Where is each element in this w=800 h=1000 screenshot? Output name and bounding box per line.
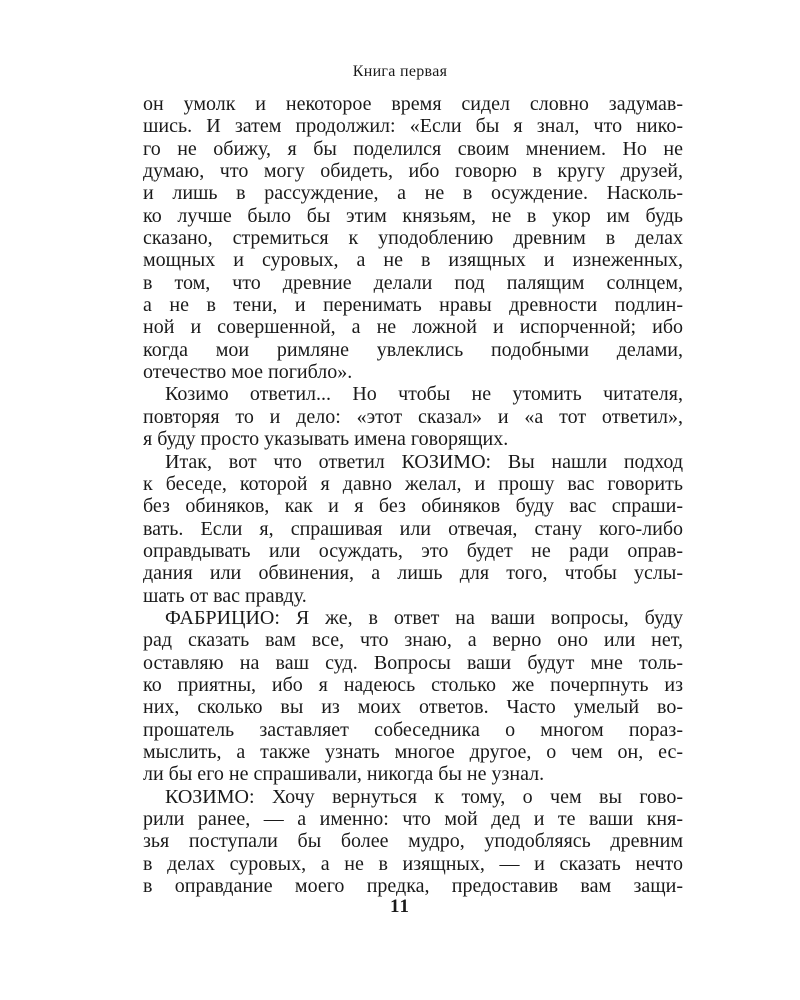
text-line: без обиняков, как и я без обиняков буду вас спраши- [143, 495, 683, 518]
paragraph [143, 607, 683, 786]
text-line: КОЗИМО: Хочу вернуться к тому, о чем вы гово- [165, 785, 683, 808]
paragraph [143, 786, 683, 898]
text-line: оставляю на ваш суд. Вопросы ваши будут мне толь- [143, 651, 683, 674]
text-line: ко лучше было бы этим князьям, не в укор им будь [143, 204, 683, 227]
paragraph [143, 451, 683, 607]
text-line: ко приятны, ибо я надеюсь столько же почерпнуть из [143, 673, 683, 696]
text-line: в делах суровых, а не в изящных, — и сказать нечто [143, 852, 683, 875]
text-line: оправдывать или осуждать, это будет не ради оправ- [143, 539, 683, 562]
text-line: Итак, вот что ответил КОЗИМО: Вы нашли подход [165, 450, 683, 473]
text-line: ли бы его не спрашивали, никогда бы не узнал. [143, 763, 545, 786]
text-line: сказано, стремиться к уподоблению древним в делах [143, 227, 683, 250]
text-line: ФАБРИЦИО: Я же, в ответ на ваши вопросы, буду [165, 606, 683, 629]
paragraph [143, 93, 683, 383]
text-line: в том, что древние делали под палящим солнцем, [143, 271, 683, 294]
text-line: вать. Если я, спрашивая или отвечая, стану кого-либо [143, 517, 683, 540]
text-line: мыслить, а также узнать многое другое, о чем он, ес- [143, 740, 683, 763]
text-line: в оправдание моего предка, предоставив вам защи- [143, 875, 683, 898]
text-line: когда мои римляне увлеклись подобными делами, [143, 338, 683, 361]
text-line: думаю, что могу обидеть, ибо говорю в кругу друзей, [143, 160, 683, 183]
text-line: и лишь в рассуждение, а не в осуждение. Насколь- [143, 182, 683, 205]
body-text [143, 93, 683, 897]
text-line: них, сколько вы из моих ответов. Часто умелый во- [143, 696, 683, 719]
text-line: к беседе, которой я давно желал, и прошу вас говорить [143, 472, 683, 495]
text-line: шать от вас правду. [143, 584, 307, 607]
text-line: дания или обвинения, а лишь для того, чтобы услы- [143, 562, 683, 585]
text-line: а не в тени, и перенимать нравы древности подлин- [143, 294, 683, 317]
text-line: шись. И затем продолжил: «Если бы я знал, что нико- [143, 115, 683, 138]
text-line: отечество мое погибло». [143, 361, 353, 384]
running-head: Книга первая [352, 63, 448, 80]
text-line: я буду просто указывать имена говорящих. [143, 428, 509, 451]
text-line: ной и совершенной, а не ложной и испорченной; ибо [143, 316, 683, 339]
text-line: повторяя то и дело: «этот сказал» и «а тот ответил», [143, 405, 683, 428]
text-line: прошатель заставляет собеседника о многом пораз- [143, 718, 683, 741]
text-line: зья поступали бы более мудро, уподобляясь древним [143, 830, 683, 853]
paragraph [143, 383, 683, 450]
text-line: го не обижу, я бы поделился своим мнением. Но не [143, 137, 683, 160]
text-line: Козимо ответил... Но чтобы не утомить читателя, [165, 383, 683, 406]
text-line: рад сказать вам все, что знаю, а верно оно или нет, [143, 629, 683, 652]
text-line: мощных и суровых, а не в изящных и изнеженных, [143, 249, 683, 272]
text-line: рили ранее, — а именно: что мой дед и те ваши кня- [143, 808, 683, 830]
page-number: 11 [390, 896, 410, 917]
text-line: он умолк и некоторое время сидел словно задумав- [143, 93, 683, 115]
